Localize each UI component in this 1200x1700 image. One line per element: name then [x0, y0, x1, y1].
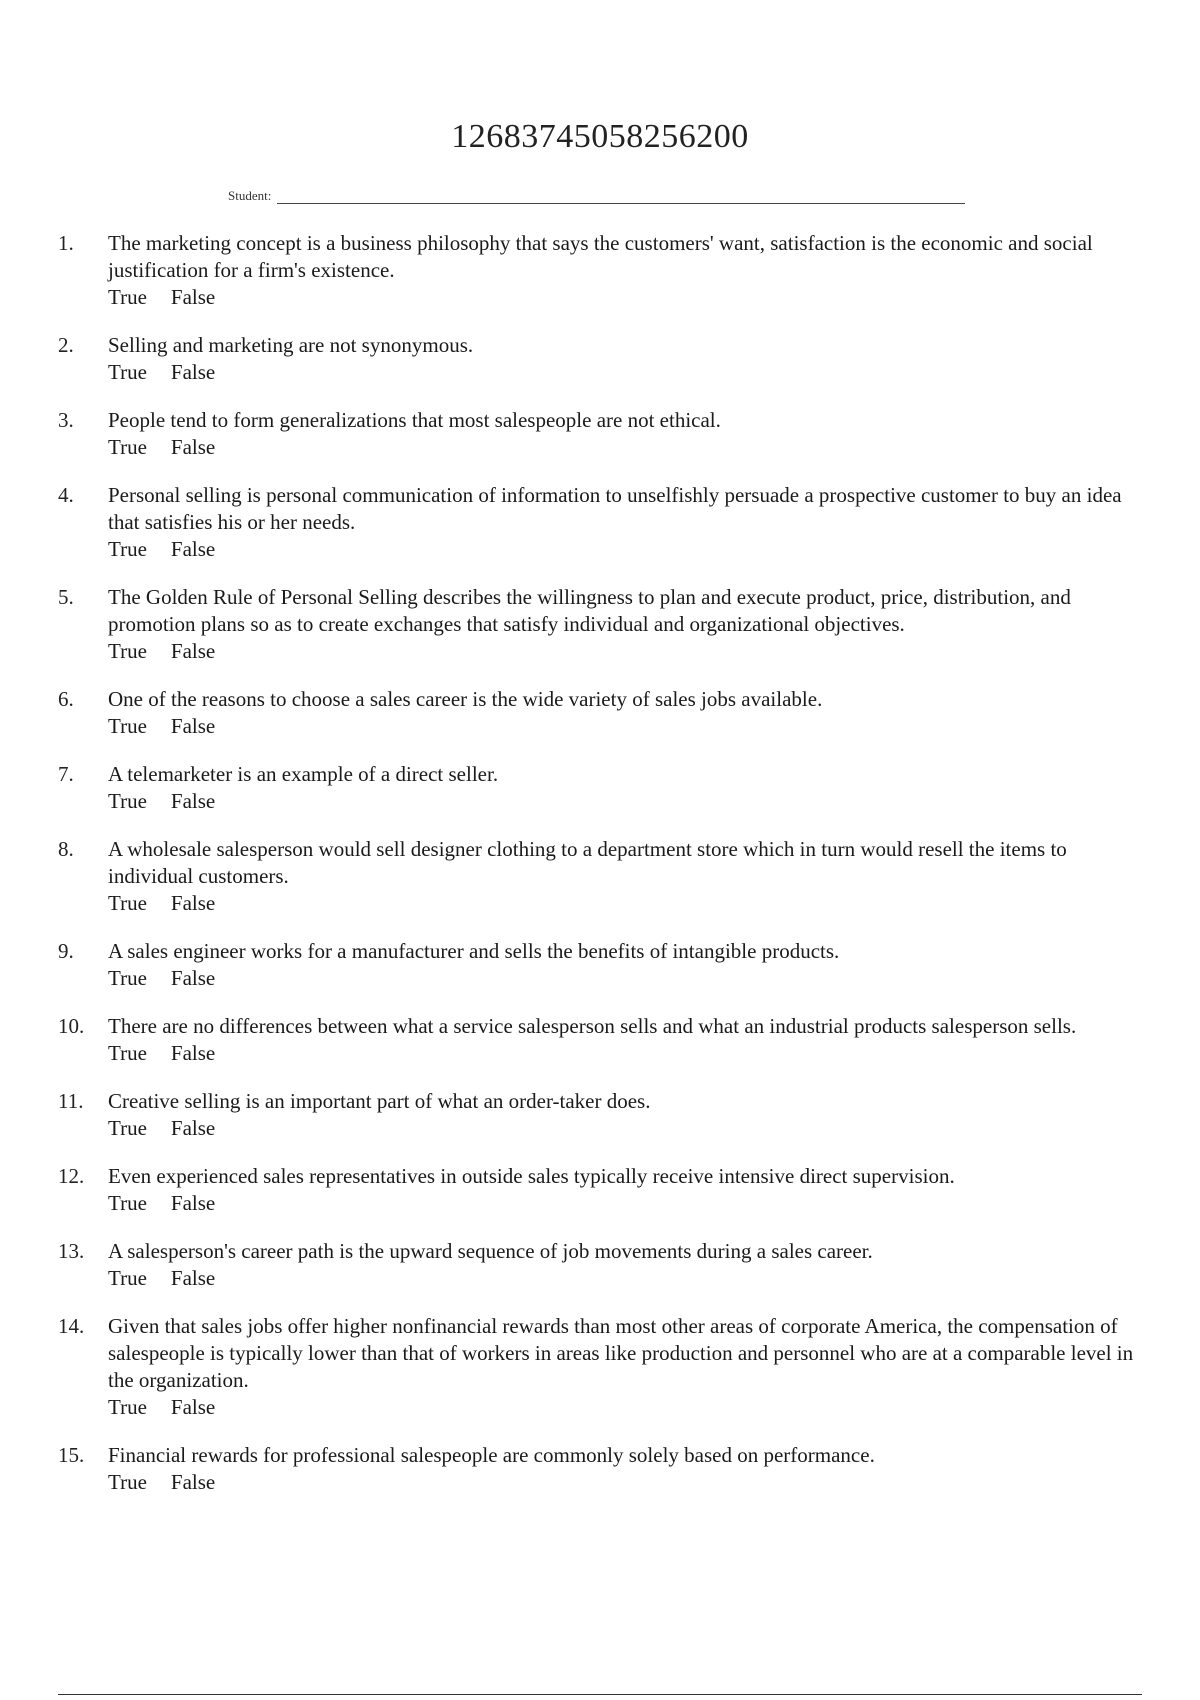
question-item-10 — [58, 1013, 1148, 1067]
question-number: 1. — [58, 231, 74, 255]
false-option[interactable]: False — [170, 360, 216, 384]
student-name-line — [228, 188, 965, 204]
question-body — [108, 1163, 1148, 1217]
question-item-15 — [58, 1442, 1148, 1496]
document-title: 12683745058256200 — [451, 118, 749, 155]
question-item-5 — [58, 584, 1148, 665]
question-list — [58, 230, 1148, 1517]
question-number: 2. — [58, 333, 74, 357]
false-option[interactable]: False — [170, 1041, 216, 1065]
false-option[interactable]: False — [170, 966, 216, 990]
question-body — [108, 1442, 1148, 1496]
question-text: A sales engineer works for a manufacturer and sells the benefits of intangible products. — [108, 939, 840, 963]
question-item-12 — [58, 1163, 1148, 1217]
false-option[interactable]: False — [170, 639, 216, 663]
question-number: 4. — [58, 483, 74, 507]
footer-divider — [58, 1694, 1142, 1695]
question-body — [108, 938, 1148, 992]
question-body — [108, 230, 1148, 311]
question-text: Even experienced sales representatives in outside sales typically receive intensive direct supervision. — [108, 1164, 955, 1188]
question-body — [108, 761, 1148, 815]
question-number: 10. — [58, 1014, 85, 1038]
question-body — [108, 1013, 1148, 1067]
question-item-3 — [58, 407, 1148, 461]
question-number: 6. — [58, 687, 74, 711]
question-body — [108, 686, 1148, 740]
question-number: 15. — [58, 1443, 85, 1467]
false-option[interactable]: False — [170, 1266, 216, 1290]
question-text: A wholesale salesperson would sell designer clothing to a department store which in turn would resell the items to individual customers. — [108, 837, 1067, 888]
false-option[interactable]: False — [170, 789, 216, 813]
true-option[interactable]: True — [108, 360, 147, 384]
true-false-options — [108, 1469, 1148, 1496]
true-false-options — [108, 1115, 1148, 1142]
student-name-blank[interactable] — [277, 189, 965, 204]
false-option[interactable]: False — [170, 435, 216, 459]
question-text: Given that sales jobs offer higher nonfinancial rewards than most other areas of corporate America, the compensation of salespeople is typically lower than that of workers in areas like production and personnel who are at a comparable level in the organization. — [108, 1314, 1134, 1392]
question-item-7 — [58, 761, 1148, 815]
true-option[interactable]: True — [108, 1041, 147, 1065]
question-text: There are no differences between what a service salesperson sells and what an industrial products salesperson sells. — [108, 1014, 1077, 1038]
true-false-options — [108, 1190, 1148, 1217]
false-option[interactable]: False — [170, 1395, 216, 1419]
question-item-1 — [58, 230, 1148, 311]
question-number: 14. — [58, 1314, 85, 1338]
false-option[interactable]: False — [170, 1470, 216, 1494]
true-false-options — [108, 890, 1148, 917]
question-item-13 — [58, 1238, 1148, 1292]
false-option[interactable]: False — [170, 891, 216, 915]
true-option[interactable]: True — [108, 1470, 147, 1494]
true-option[interactable]: True — [108, 1191, 147, 1215]
question-number: 9. — [58, 939, 74, 963]
true-false-options — [108, 359, 1148, 386]
question-text: The marketing concept is a business philosophy that says the customers' want, satisfaction is the economic and social justification for a firm's existence. — [108, 231, 1093, 282]
true-option[interactable]: True — [108, 537, 147, 561]
true-option[interactable]: True — [108, 891, 147, 915]
true-false-options — [108, 1040, 1148, 1067]
true-option[interactable]: True — [108, 1116, 147, 1140]
true-false-options — [108, 638, 1148, 665]
true-option[interactable]: True — [108, 1266, 147, 1290]
question-text: The Golden Rule of Personal Selling describes the willingness to plan and execute product, price, distribution, and promotion plans so as to create exchanges that satisfy individual and organizational objectives. — [108, 585, 1071, 636]
true-false-options — [108, 713, 1148, 740]
false-option[interactable]: False — [170, 1116, 216, 1140]
false-option[interactable]: False — [170, 285, 216, 309]
false-option[interactable]: False — [170, 714, 216, 738]
true-option[interactable]: True — [108, 639, 147, 663]
question-item-4 — [58, 482, 1148, 563]
question-number: 13. — [58, 1239, 85, 1263]
question-text: People tend to form generalizations that most salespeople are not ethical. — [108, 408, 721, 432]
question-item-8 — [58, 836, 1148, 917]
true-option[interactable]: True — [108, 714, 147, 738]
true-option[interactable]: True — [108, 1395, 147, 1419]
true-false-options — [108, 434, 1148, 461]
question-text: A telemarketer is an example of a direct seller. — [108, 762, 499, 786]
question-body — [108, 1238, 1148, 1292]
question-item-9 — [58, 938, 1148, 992]
question-number: 12. — [58, 1164, 85, 1188]
question-text: Creative selling is an important part of what an order-taker does. — [108, 1089, 651, 1113]
true-option[interactable]: True — [108, 435, 147, 459]
question-body — [108, 584, 1148, 665]
question-body — [108, 1313, 1148, 1421]
true-option[interactable]: True — [108, 285, 147, 309]
question-item-11 — [58, 1088, 1148, 1142]
question-item-6 — [58, 686, 1148, 740]
true-false-options — [108, 284, 1148, 311]
question-item-2 — [58, 332, 1148, 386]
false-option[interactable]: False — [170, 1191, 216, 1215]
true-false-options — [108, 1394, 1148, 1421]
question-text: A salesperson's career path is the upward sequence of job movements during a sales career. — [108, 1239, 873, 1263]
question-number: 5. — [58, 585, 74, 609]
question-item-14 — [58, 1313, 1148, 1421]
true-false-options — [108, 1265, 1148, 1292]
question-number: 8. — [58, 837, 74, 861]
student-label: Student: — [228, 188, 272, 203]
true-false-options — [108, 965, 1148, 992]
true-false-options — [108, 536, 1148, 563]
question-text: One of the reasons to choose a sales career is the wide variety of sales jobs available. — [108, 687, 823, 711]
question-number: 7. — [58, 762, 74, 786]
true-option[interactable]: True — [108, 966, 147, 990]
true-false-options — [108, 788, 1148, 815]
question-body — [108, 482, 1148, 563]
question-text: Personal selling is personal communication of information to unselfishly persuade a prospective customer to buy an idea that satisfies his or her needs. — [108, 483, 1122, 534]
question-number: 3. — [58, 408, 74, 432]
question-body — [108, 1088, 1148, 1142]
true-option[interactable]: True — [108, 789, 147, 813]
question-body — [108, 407, 1148, 461]
question-number: 11. — [58, 1089, 84, 1113]
question-body — [108, 332, 1148, 386]
false-option[interactable]: False — [170, 537, 216, 561]
question-text: Financial rewards for professional salespeople are commonly solely based on performance. — [108, 1443, 875, 1467]
question-text: Selling and marketing are not synonymous. — [108, 333, 474, 357]
question-body — [108, 836, 1148, 917]
